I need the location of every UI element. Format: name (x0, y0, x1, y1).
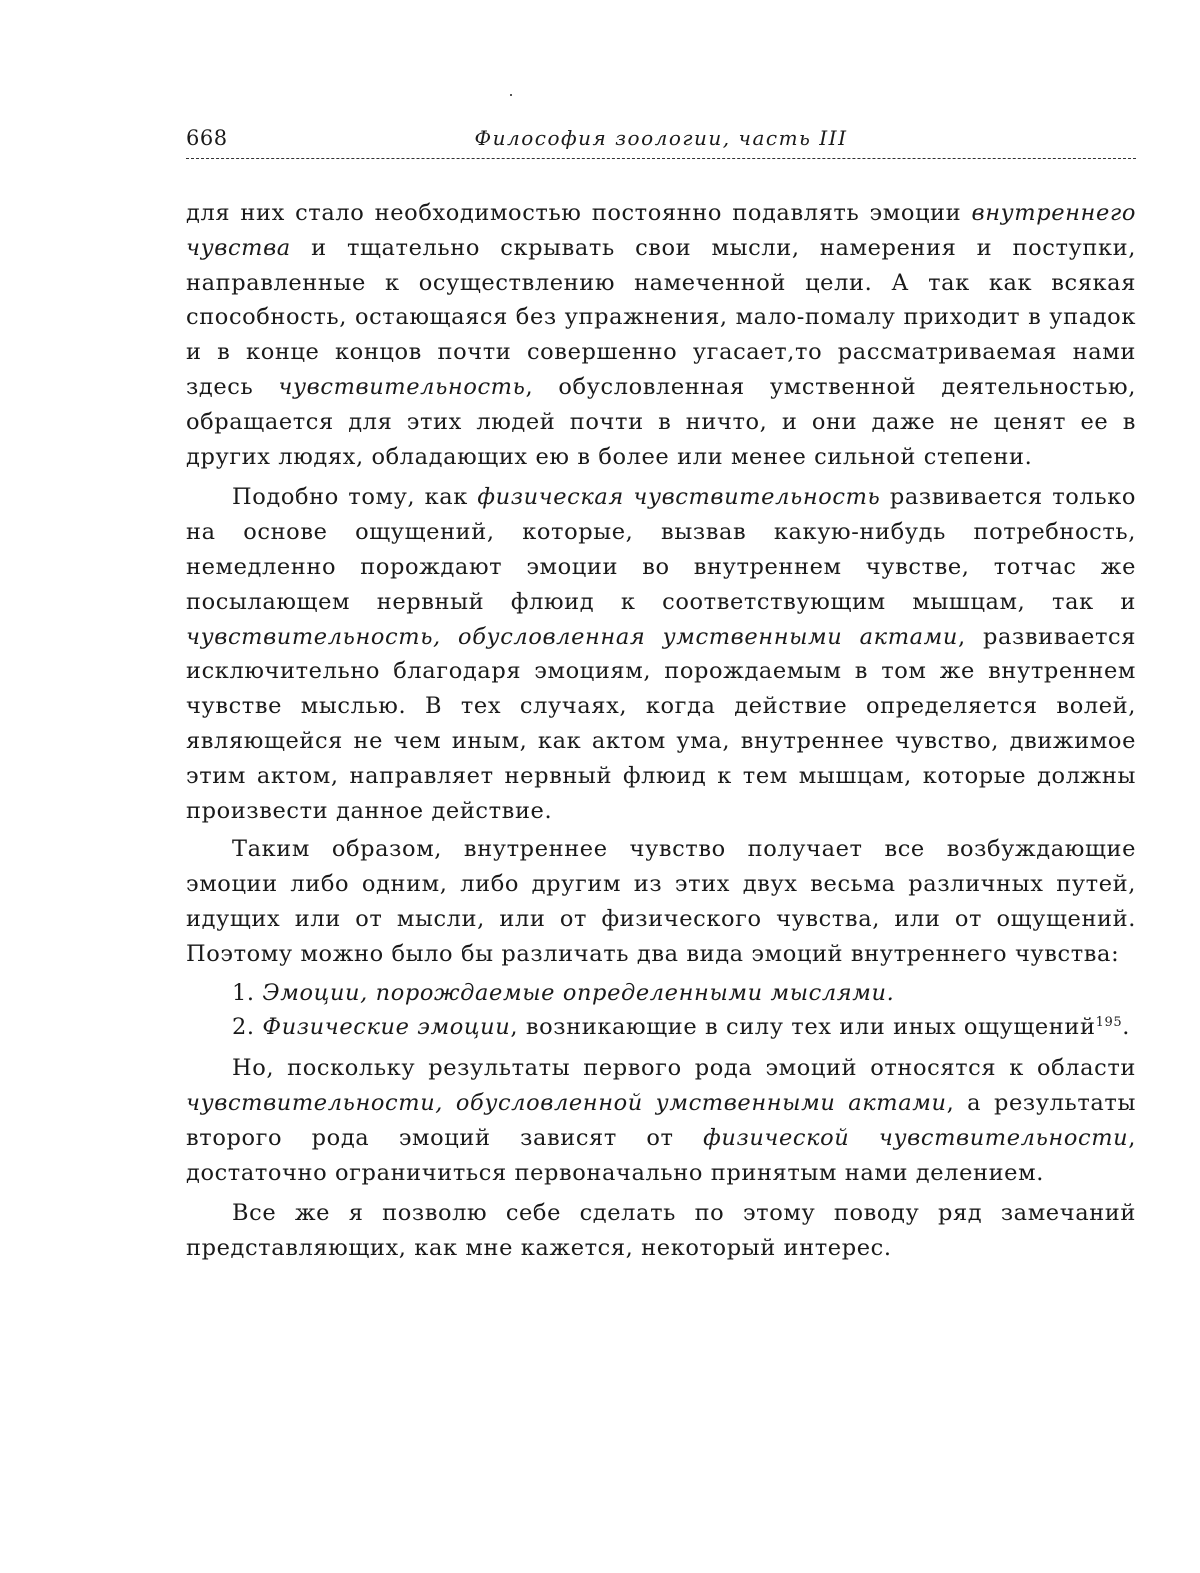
text-run: и тщательно скрывать свои мысли, намерения и поступки, направленные к осуществлению намеченной цели. А так как всякая способность, остающаяся без упражнения, мало-помалу приходит в упадок и в конце концов почти совершенно угасает,то рассматриваемая нами здесь (186, 234, 1136, 400)
text-run: , развивается исключительно благодаря эмоциям, порождаемым в том же внутреннем чувстве мыслью. В тех случаях, когда действие определяется волей, являющейся не чем иным, как актом ума, внутреннее чувство, движимое этим актом, направляет нервный флюид к тем мышцам, которые должны произвести данное действие. (186, 623, 1137, 824)
footnote-marker: 195 (1095, 1015, 1123, 1031)
paragraph (186, 832, 1136, 971)
body-text (186, 196, 1136, 1270)
list-item (186, 976, 1136, 1011)
text-run: Но, поскольку результаты первого рода эмоций относятся к области (232, 1055, 1136, 1082)
paragraph (186, 1051, 1136, 1190)
text-run: Все же я позволю себе сделать по этому поводу ряд замечаний представляющих, как мне кажется, некоторый интерес. (186, 1200, 1136, 1262)
text-run: 2. (232, 1014, 263, 1041)
text-run: , обусловленная умственной деятельностью, обращается для этих людей почти в ничто, и они даже не ценят ее в других людях, обладающих ею в более или менее сильной степени. (186, 373, 1137, 470)
print-speck (510, 94, 512, 96)
text-run: Таким образом, внутреннее чувство получает все возбуждающие эмоции либо одним, либо другим из этих двух весьма различных путей, идущих или от мысли, или от физического чувства, или от ощущений. Поэтому можно было бы различать два вида эмоций внутреннего чувства: (186, 836, 1136, 967)
page-number: 668 (186, 126, 228, 150)
italic-run: физическая чувствительность (477, 484, 881, 511)
page-header (186, 126, 1136, 160)
italic-run: Эмоции, порождаемые определенными мыслями. (262, 979, 895, 1006)
italic-run: чувствительность (278, 373, 526, 400)
italic-run: чувствительности, обусловленной умственными актами (186, 1089, 947, 1116)
text-run: , возникающие в силу тех или иных ощущений (510, 1014, 1096, 1041)
italic-run: физической чувствительности (703, 1124, 1129, 1151)
paragraph (186, 196, 1136, 474)
text-run: 1. (232, 979, 263, 1006)
header-rule (186, 158, 1136, 159)
running-title: Философия зоологии, часть III (474, 126, 848, 150)
text-run: для них стало необходимостью постоянно подавлять эмоции (186, 200, 972, 226)
text-run: , а результаты второго рода эмоций зависят от (186, 1089, 1136, 1151)
italic-run: чувствительность, обусловленная умственными актами (186, 623, 958, 650)
italic-run: внутреннего чувства (186, 200, 1136, 261)
text-run: развивается только на основе ощущений, которые, вызвав какую-нибудь потребность, немедленно порождают эмоции во внутреннем чувстве, тотчас же посылающем нервный флюид к соответствующим мышцам, так и (186, 484, 1137, 615)
italic-run: Физические эмоции (262, 1014, 511, 1041)
list-item (186, 1010, 1136, 1045)
list-item-end: . (1122, 1014, 1130, 1041)
text-run: Подобно тому, как (232, 484, 478, 511)
paragraph (186, 480, 1136, 828)
text-run: , достаточно ограничиться первоначально принятым нами делением. (186, 1124, 1136, 1186)
paragraph (186, 1196, 1136, 1266)
